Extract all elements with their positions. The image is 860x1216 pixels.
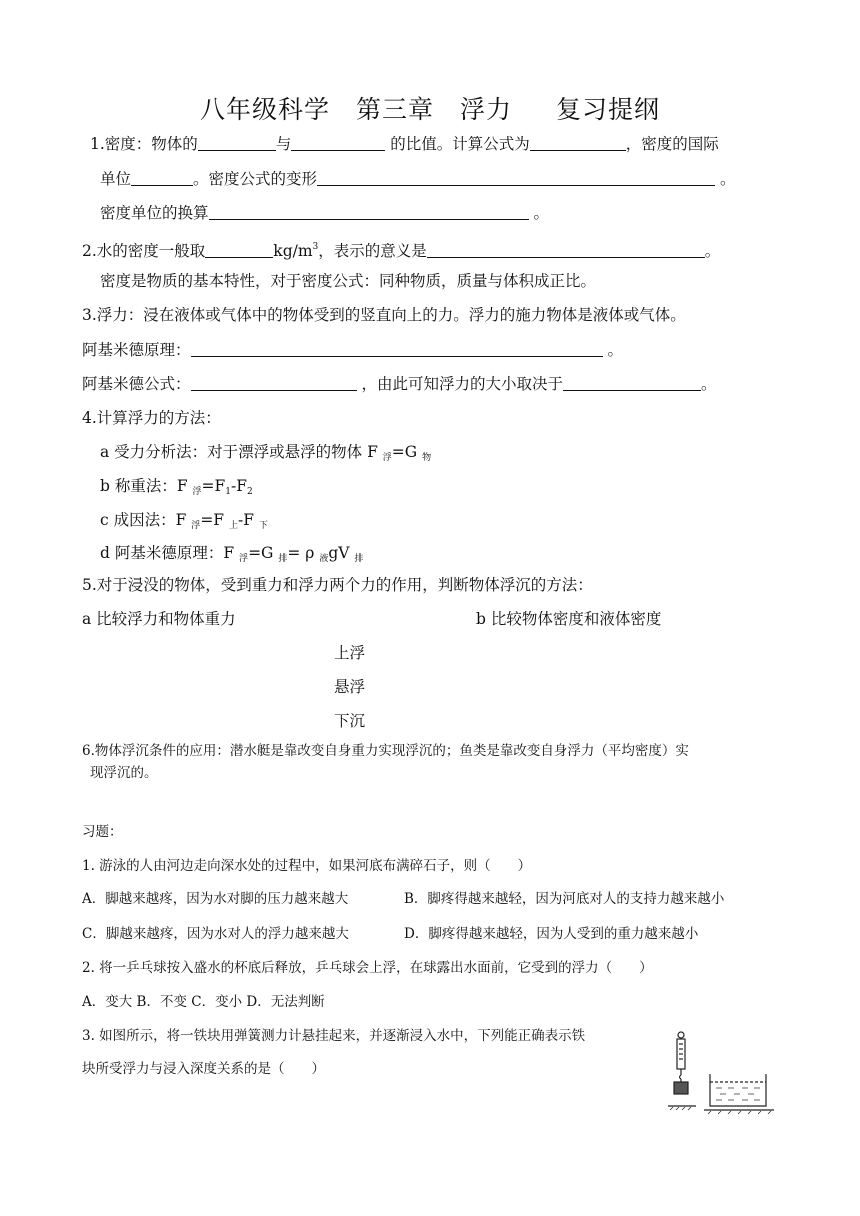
- answer-blank: [198, 135, 276, 151]
- text: b 称重法：F: [100, 477, 193, 495]
- state-suspend: 悬浮: [334, 678, 366, 696]
- question-1-option-c: C．脚越来越疼，因为水对人的浮力越来越大: [82, 926, 349, 942]
- method-compare-density: b 比较物体密度和液体密度: [476, 610, 662, 628]
- text: c 成因法：F: [100, 511, 192, 529]
- text: a 受力分析法：对于漂浮或悬浮的物体 F: [100, 443, 383, 461]
- text: =G: [391, 443, 423, 461]
- application-line-2: 现浮沉的。: [90, 765, 158, 781]
- archimedes-principle-line: [82, 340, 623, 360]
- iron-block: [674, 1082, 688, 1094]
- text: 。: [715, 170, 736, 188]
- text: =F: [200, 511, 229, 529]
- text: -F: [238, 511, 259, 529]
- text: 单位: [100, 170, 132, 188]
- answer-blank: [530, 135, 626, 151]
- text: 1.密度：物体的: [90, 135, 198, 153]
- answer-blank: [209, 204, 529, 220]
- text: -F: [231, 477, 248, 495]
- subscript: 下: [258, 521, 268, 531]
- text: kg/m: [273, 242, 313, 260]
- density-unit-line: [100, 169, 735, 189]
- text: ，表示的意义是: [318, 242, 427, 260]
- scale-ring: [678, 1032, 684, 1038]
- question-3-line-2: 块所受浮力与浸入深度关系的是（ ）: [82, 1061, 325, 1077]
- text: =F: [201, 477, 226, 495]
- question-3-line-1: 3. 如图所示，将一铁块用弹簧测力计悬挂起来，并逐渐浸入水中，下列能正确表示铁: [82, 1028, 586, 1044]
- question-1-option-b: B．脚疼得越来越轻，因为河底对人的支持力越来越小: [404, 891, 725, 907]
- question-1-option-a: A．脚越来越疼，因为水对脚的压力越来越大: [82, 891, 349, 907]
- subscript: 物: [422, 453, 432, 463]
- text: 2.水的密度一般取: [82, 242, 206, 260]
- text: 。密度公式的变形: [193, 170, 318, 188]
- answer-blank: [427, 242, 705, 258]
- answer-blank: [131, 170, 193, 186]
- text: 。: [602, 341, 623, 359]
- subscript: 浮: [191, 521, 201, 531]
- text: 。: [700, 375, 717, 393]
- text: gV: [328, 544, 355, 562]
- method-c-line: [100, 510, 268, 536]
- archimedes-formula-line: [82, 374, 716, 394]
- text: ，密度的国际: [625, 135, 719, 153]
- question-1-option-d: D．脚疼得越来越轻，因为人受到的重力越来越小: [404, 926, 699, 942]
- answer-blank: [191, 375, 357, 391]
- spring-scale-figure: [666, 1030, 778, 1116]
- text: 密度单位的换算: [100, 204, 209, 222]
- answer-blank: [191, 341, 603, 357]
- text: d 阿基米德原理：F: [100, 544, 240, 562]
- method-d-line: [100, 543, 363, 569]
- state-sink: 下沉: [334, 712, 366, 730]
- question-2: 2. 将一乒乓球按入盛水的杯底后释放，乒乓球会上浮，在球露出水面前，它受到的浮力（ ）: [82, 960, 653, 976]
- subscript: 上: [228, 521, 238, 531]
- method-compare-force: a 比较浮力和物体重力: [82, 610, 236, 628]
- question-2-options: A．变大 B．不变 C．变小 D．无法判断: [82, 994, 325, 1010]
- buoyancy-definition-line: 3.浮力：浸在液体或气体中的物体受到的竖直向上的力。浮力的施力物体是液体或气体。: [82, 306, 686, 324]
- subscript: 浮: [192, 487, 202, 497]
- subscript: 浮: [382, 453, 392, 463]
- subscript: 排: [354, 554, 364, 564]
- density-conversion-line: [100, 203, 549, 223]
- exercises-heading: 习题：: [82, 824, 123, 840]
- answer-blank: [205, 242, 273, 258]
- section4-heading: 4.计算浮力的方法：: [82, 409, 221, 427]
- subscript: 浮: [239, 554, 249, 564]
- answer-blank: [291, 135, 385, 151]
- text: = ρ: [287, 544, 320, 562]
- density-property-line: 密度是物质的基本特性，对于密度公式：同种物质，质量与体积成正比。: [100, 272, 597, 290]
- answer-blank: [563, 375, 701, 391]
- text: 。: [704, 242, 721, 260]
- text: 与: [275, 135, 292, 153]
- answer-blank: [317, 170, 715, 186]
- density-definition-line: [90, 134, 719, 154]
- text: ，由此可知浮力的大小取决于: [356, 375, 563, 393]
- text: 阿基米德原理：: [82, 341, 191, 359]
- section5-heading: 5.对于浸没的物体，受到重力和浮力两个力的作用，判断物体浮沉的方法：: [82, 576, 593, 594]
- subscript: 液: [319, 554, 329, 564]
- state-rise: 上浮: [334, 644, 366, 662]
- subscript: 排: [278, 554, 288, 564]
- method-a-line: [100, 442, 431, 468]
- subscript: 2: [247, 487, 253, 497]
- text: =G: [248, 544, 279, 562]
- text: 的比值。计算公式为: [385, 135, 530, 153]
- question-1: 1. 游泳的人由河边走向深水处的过程中，如果河底布满碎石子，则（ ）: [82, 858, 532, 874]
- superscript: 3: [312, 242, 319, 252]
- water-density-line: [82, 237, 720, 261]
- page-title: 八年级科学 第三章 浮力 复习提纲: [200, 95, 660, 124]
- text: 。: [528, 204, 549, 222]
- application-line-1: 6.物体浮沉条件的应用：潜水艇是靠改变自身重力实现浮沉的；鱼类是靠改变自身浮力（平均密度）实: [82, 743, 689, 759]
- text: 阿基米德公式：: [82, 375, 191, 393]
- water-tank: [710, 1074, 766, 1106]
- method-b-line: [100, 476, 253, 502]
- subscript: 1: [225, 487, 232, 497]
